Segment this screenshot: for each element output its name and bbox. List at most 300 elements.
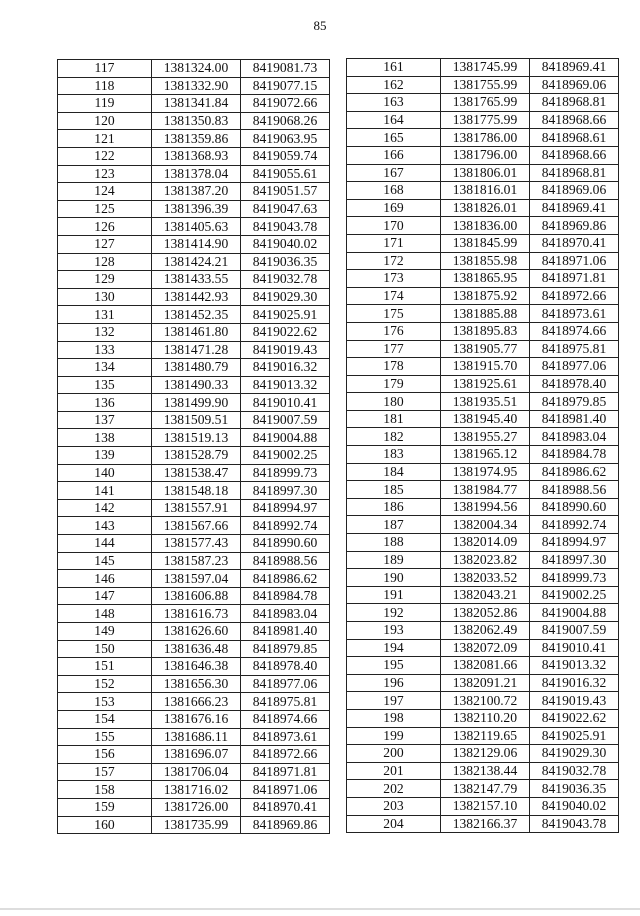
y-coordinate-cell: 8418979.85 — [530, 393, 619, 411]
point-number-cell: 180 — [347, 393, 441, 411]
table-row — [58, 499, 330, 517]
point-number-cell: 162 — [347, 76, 441, 94]
point-number-cell: 160 — [58, 816, 152, 834]
point-number-cell: 123 — [58, 165, 152, 183]
x-coordinate-cell: 1382100.72 — [441, 692, 530, 710]
point-number-cell: 159 — [58, 798, 152, 816]
point-number-cell: 143 — [58, 517, 152, 535]
x-coordinate-cell: 1382081.66 — [441, 657, 530, 675]
y-coordinate-cell: 8418972.66 — [530, 287, 619, 305]
table-row — [347, 305, 619, 323]
coordinates-table-right — [346, 58, 619, 833]
x-coordinate-cell: 1381845.99 — [441, 234, 530, 252]
point-number-cell: 192 — [347, 604, 441, 622]
x-coordinate-cell: 1381855.98 — [441, 252, 530, 270]
table-row — [347, 252, 619, 270]
table-row — [58, 306, 330, 324]
table-row — [347, 674, 619, 692]
y-coordinate-cell: 8418988.56 — [241, 552, 330, 570]
x-coordinate-cell: 1381676.16 — [152, 710, 241, 728]
y-coordinate-cell: 8418984.78 — [241, 587, 330, 605]
y-coordinate-cell: 8418974.66 — [241, 710, 330, 728]
point-number-cell: 176 — [347, 322, 441, 340]
table-row — [58, 359, 330, 377]
point-number-cell: 131 — [58, 306, 152, 324]
x-coordinate-cell: 1381616.73 — [152, 605, 241, 623]
page-bottom-edge — [0, 908, 640, 910]
x-coordinate-cell: 1382072.09 — [441, 639, 530, 657]
point-number-cell: 136 — [58, 394, 152, 412]
point-number-cell: 147 — [58, 587, 152, 605]
y-coordinate-cell: 8419029.30 — [530, 745, 619, 763]
y-coordinate-cell: 8419077.15 — [241, 77, 330, 95]
x-coordinate-cell: 1381499.90 — [152, 394, 241, 412]
table-row — [58, 658, 330, 676]
table-row — [347, 639, 619, 657]
y-coordinate-cell: 8418968.81 — [530, 164, 619, 182]
point-number-cell: 130 — [58, 288, 152, 306]
table-row — [58, 235, 330, 253]
table-row — [347, 76, 619, 94]
table-row — [347, 534, 619, 552]
y-coordinate-cell: 8418973.61 — [241, 728, 330, 746]
point-number-cell: 145 — [58, 552, 152, 570]
x-coordinate-cell: 1381538.47 — [152, 464, 241, 482]
y-coordinate-cell: 8418969.86 — [241, 816, 330, 834]
x-coordinate-cell: 1381646.38 — [152, 658, 241, 676]
table-row — [58, 200, 330, 218]
x-coordinate-cell: 1382004.34 — [441, 516, 530, 534]
y-coordinate-cell: 8419016.32 — [241, 359, 330, 377]
y-coordinate-cell: 8418986.62 — [241, 570, 330, 588]
table-row — [347, 604, 619, 622]
x-coordinate-cell: 1382062.49 — [441, 622, 530, 640]
table-row — [58, 447, 330, 465]
point-number-cell: 153 — [58, 693, 152, 711]
x-coordinate-cell: 1382033.52 — [441, 569, 530, 587]
point-number-cell: 169 — [347, 199, 441, 217]
x-coordinate-cell: 1381865.95 — [441, 270, 530, 288]
table-row — [347, 129, 619, 147]
x-coordinate-cell: 1381480.79 — [152, 359, 241, 377]
x-coordinate-cell: 1381341.84 — [152, 95, 241, 113]
point-number-cell: 191 — [347, 586, 441, 604]
x-coordinate-cell: 1381735.99 — [152, 816, 241, 834]
point-number-cell: 126 — [58, 218, 152, 236]
y-coordinate-cell: 8419025.91 — [530, 727, 619, 745]
y-coordinate-cell: 8418978.40 — [530, 375, 619, 393]
x-coordinate-cell: 1381885.88 — [441, 305, 530, 323]
y-coordinate-cell: 8419040.02 — [241, 235, 330, 253]
y-coordinate-cell: 8418977.06 — [530, 358, 619, 376]
table-row — [347, 111, 619, 129]
x-coordinate-cell: 1381490.33 — [152, 376, 241, 394]
table-row — [58, 816, 330, 834]
table-row — [347, 516, 619, 534]
y-coordinate-cell: 8418970.41 — [241, 798, 330, 816]
point-number-cell: 164 — [347, 111, 441, 129]
x-coordinate-cell: 1382110.20 — [441, 709, 530, 727]
y-coordinate-cell: 8419043.78 — [241, 218, 330, 236]
y-coordinate-cell: 8418992.74 — [530, 516, 619, 534]
x-coordinate-cell: 1381905.77 — [441, 340, 530, 358]
y-coordinate-cell: 8418969.41 — [530, 199, 619, 217]
table-row — [58, 710, 330, 728]
x-coordinate-cell: 1381332.90 — [152, 77, 241, 95]
table-row — [58, 482, 330, 500]
table-row — [347, 692, 619, 710]
x-coordinate-cell: 1381875.92 — [441, 287, 530, 305]
table-row — [58, 165, 330, 183]
y-coordinate-cell: 8419019.43 — [241, 341, 330, 359]
x-coordinate-cell: 1381816.01 — [441, 182, 530, 200]
y-coordinate-cell: 8419007.59 — [530, 622, 619, 640]
point-number-cell: 124 — [58, 183, 152, 201]
x-coordinate-cell: 1381567.66 — [152, 517, 241, 535]
table-row — [347, 428, 619, 446]
table-row — [58, 640, 330, 658]
point-number-cell: 121 — [58, 130, 152, 148]
y-coordinate-cell: 8418984.78 — [530, 446, 619, 464]
y-coordinate-cell: 8418974.66 — [530, 322, 619, 340]
x-coordinate-cell: 1381656.30 — [152, 675, 241, 693]
y-coordinate-cell: 8418999.73 — [530, 569, 619, 587]
x-coordinate-cell: 1382014.09 — [441, 534, 530, 552]
y-coordinate-cell: 8419013.32 — [530, 657, 619, 675]
point-number-cell: 177 — [347, 340, 441, 358]
x-coordinate-cell: 1381806.01 — [441, 164, 530, 182]
y-coordinate-cell: 8418992.74 — [241, 517, 330, 535]
y-coordinate-cell: 8418972.66 — [241, 746, 330, 764]
table-row — [58, 218, 330, 236]
y-coordinate-cell: 8418969.41 — [530, 59, 619, 77]
x-coordinate-cell: 1381826.01 — [441, 199, 530, 217]
table-row — [58, 798, 330, 816]
point-number-cell: 151 — [58, 658, 152, 676]
point-number-cell: 141 — [58, 482, 152, 500]
point-number-cell: 178 — [347, 358, 441, 376]
table-row — [347, 498, 619, 516]
y-coordinate-cell: 8418988.56 — [530, 481, 619, 499]
point-number-cell: 134 — [58, 359, 152, 377]
y-coordinate-cell: 8418970.41 — [530, 234, 619, 252]
x-coordinate-cell: 1381745.99 — [441, 59, 530, 77]
y-coordinate-cell: 8418969.06 — [530, 76, 619, 94]
point-number-cell: 146 — [58, 570, 152, 588]
table-row — [347, 780, 619, 798]
point-number-cell: 200 — [347, 745, 441, 763]
table-row — [58, 341, 330, 359]
y-coordinate-cell: 8418983.04 — [241, 605, 330, 623]
x-coordinate-cell: 1381775.99 — [441, 111, 530, 129]
point-number-cell: 196 — [347, 674, 441, 692]
point-number-cell: 139 — [58, 447, 152, 465]
table-row — [347, 586, 619, 604]
y-coordinate-cell: 8418971.06 — [241, 781, 330, 799]
point-number-cell: 140 — [58, 464, 152, 482]
table-row — [58, 429, 330, 447]
point-number-cell: 203 — [347, 797, 441, 815]
y-coordinate-cell: 8419043.78 — [530, 815, 619, 833]
table-row — [347, 569, 619, 587]
table-row — [58, 675, 330, 693]
y-coordinate-cell: 8418971.81 — [241, 763, 330, 781]
x-coordinate-cell: 1381765.99 — [441, 94, 530, 112]
x-coordinate-cell: 1381706.04 — [152, 763, 241, 781]
y-coordinate-cell: 8419010.41 — [241, 394, 330, 412]
table-row — [347, 164, 619, 182]
x-coordinate-cell: 1381519.13 — [152, 429, 241, 447]
point-number-cell: 181 — [347, 410, 441, 428]
table-row — [347, 94, 619, 112]
table-row — [58, 147, 330, 165]
x-coordinate-cell: 1381424.21 — [152, 253, 241, 271]
x-coordinate-cell: 1381324.00 — [152, 60, 241, 78]
point-number-cell: 128 — [58, 253, 152, 271]
y-coordinate-cell: 8418975.81 — [530, 340, 619, 358]
y-coordinate-cell: 8419013.32 — [241, 376, 330, 394]
y-coordinate-cell: 8418971.81 — [530, 270, 619, 288]
x-coordinate-cell: 1381955.27 — [441, 428, 530, 446]
table-row — [58, 394, 330, 412]
point-number-cell: 161 — [347, 59, 441, 77]
point-number-cell: 125 — [58, 200, 152, 218]
point-number-cell: 183 — [347, 446, 441, 464]
x-coordinate-cell: 1381359.86 — [152, 130, 241, 148]
point-number-cell: 186 — [347, 498, 441, 516]
point-number-cell: 198 — [347, 709, 441, 727]
y-coordinate-cell: 8419007.59 — [241, 411, 330, 429]
point-number-cell: 188 — [347, 534, 441, 552]
x-coordinate-cell: 1381935.51 — [441, 393, 530, 411]
table-row — [58, 271, 330, 289]
x-coordinate-cell: 1381577.43 — [152, 535, 241, 553]
point-number-cell: 118 — [58, 77, 152, 95]
point-number-cell: 171 — [347, 234, 441, 252]
table-row — [347, 410, 619, 428]
x-coordinate-cell: 1381452.35 — [152, 306, 241, 324]
x-coordinate-cell: 1381442.93 — [152, 288, 241, 306]
x-coordinate-cell: 1381606.88 — [152, 587, 241, 605]
point-number-cell: 152 — [58, 675, 152, 693]
y-coordinate-cell: 8418968.61 — [530, 129, 619, 147]
point-number-cell: 150 — [58, 640, 152, 658]
y-coordinate-cell: 8418969.86 — [530, 217, 619, 235]
point-number-cell: 148 — [58, 605, 152, 623]
y-coordinate-cell: 8418997.30 — [241, 482, 330, 500]
table-row — [347, 322, 619, 340]
table-row — [58, 130, 330, 148]
point-number-cell: 149 — [58, 623, 152, 641]
table-row — [58, 781, 330, 799]
y-coordinate-cell: 8418981.40 — [530, 410, 619, 428]
x-coordinate-cell: 1381726.00 — [152, 798, 241, 816]
x-coordinate-cell: 1382129.06 — [441, 745, 530, 763]
x-coordinate-cell: 1382166.37 — [441, 815, 530, 833]
point-number-cell: 189 — [347, 551, 441, 569]
y-coordinate-cell: 8418969.06 — [530, 182, 619, 200]
x-coordinate-cell: 1381965.12 — [441, 446, 530, 464]
point-number-cell: 155 — [58, 728, 152, 746]
x-coordinate-cell: 1381636.48 — [152, 640, 241, 658]
point-number-cell: 117 — [58, 60, 152, 78]
x-coordinate-cell: 1381557.91 — [152, 499, 241, 517]
y-coordinate-cell: 8418997.30 — [530, 551, 619, 569]
point-number-cell: 174 — [347, 287, 441, 305]
y-coordinate-cell: 8419063.95 — [241, 130, 330, 148]
point-number-cell: 165 — [347, 129, 441, 147]
table-row — [58, 112, 330, 130]
x-coordinate-cell: 1381796.00 — [441, 146, 530, 164]
x-coordinate-cell: 1381626.60 — [152, 623, 241, 641]
y-coordinate-cell: 8419010.41 — [530, 639, 619, 657]
x-coordinate-cell: 1381414.90 — [152, 235, 241, 253]
y-coordinate-cell: 8419036.35 — [241, 253, 330, 271]
point-number-cell: 199 — [347, 727, 441, 745]
y-coordinate-cell: 8419081.73 — [241, 60, 330, 78]
table-row — [347, 287, 619, 305]
x-coordinate-cell: 1381405.63 — [152, 218, 241, 236]
y-coordinate-cell: 8418968.66 — [530, 111, 619, 129]
point-number-cell: 158 — [58, 781, 152, 799]
x-coordinate-cell: 1381925.61 — [441, 375, 530, 393]
table-row — [347, 358, 619, 376]
y-coordinate-cell: 8419040.02 — [530, 797, 619, 815]
y-coordinate-cell: 8419022.62 — [530, 709, 619, 727]
point-number-cell: 190 — [347, 569, 441, 587]
x-coordinate-cell: 1381433.55 — [152, 271, 241, 289]
table-row — [58, 464, 330, 482]
point-number-cell: 173 — [347, 270, 441, 288]
x-coordinate-cell: 1381587.23 — [152, 552, 241, 570]
y-coordinate-cell: 8418994.97 — [241, 499, 330, 517]
y-coordinate-cell: 8419032.78 — [530, 762, 619, 780]
point-number-cell: 170 — [347, 217, 441, 235]
y-coordinate-cell: 8419002.25 — [530, 586, 619, 604]
y-coordinate-cell: 8418986.62 — [530, 463, 619, 481]
x-coordinate-cell: 1381974.95 — [441, 463, 530, 481]
x-coordinate-cell: 1381786.00 — [441, 129, 530, 147]
point-number-cell: 127 — [58, 235, 152, 253]
point-number-cell: 185 — [347, 481, 441, 499]
table-row — [347, 393, 619, 411]
x-coordinate-cell: 1382052.86 — [441, 604, 530, 622]
table-row — [58, 570, 330, 588]
table-row — [58, 77, 330, 95]
table-row — [58, 693, 330, 711]
y-coordinate-cell: 8418981.40 — [241, 623, 330, 641]
y-coordinate-cell: 8418994.97 — [530, 534, 619, 552]
point-number-cell: 120 — [58, 112, 152, 130]
table-row — [347, 217, 619, 235]
x-coordinate-cell: 1381836.00 — [441, 217, 530, 235]
x-coordinate-cell: 1381350.83 — [152, 112, 241, 130]
point-number-cell: 187 — [347, 516, 441, 534]
point-number-cell: 168 — [347, 182, 441, 200]
x-coordinate-cell: 1381387.20 — [152, 183, 241, 201]
table-row — [347, 340, 619, 358]
table-row — [347, 59, 619, 77]
y-coordinate-cell: 8418978.40 — [241, 658, 330, 676]
y-coordinate-cell: 8418971.06 — [530, 252, 619, 270]
y-coordinate-cell: 8418973.61 — [530, 305, 619, 323]
y-coordinate-cell: 8419047.63 — [241, 200, 330, 218]
x-coordinate-cell: 1381915.70 — [441, 358, 530, 376]
table-row — [347, 762, 619, 780]
table-row — [58, 623, 330, 641]
table-row — [347, 146, 619, 164]
y-coordinate-cell: 8419072.66 — [241, 95, 330, 113]
point-number-cell: 175 — [347, 305, 441, 323]
y-coordinate-cell: 8418968.66 — [530, 146, 619, 164]
y-coordinate-cell: 8418975.81 — [241, 693, 330, 711]
point-number-cell: 204 — [347, 815, 441, 833]
x-coordinate-cell: 1381548.18 — [152, 482, 241, 500]
point-number-cell: 119 — [58, 95, 152, 113]
x-coordinate-cell: 1381994.56 — [441, 498, 530, 516]
table-row — [58, 746, 330, 764]
table-row — [58, 411, 330, 429]
table-row — [58, 517, 330, 535]
y-coordinate-cell: 8418983.04 — [530, 428, 619, 446]
y-coordinate-cell: 8419004.88 — [241, 429, 330, 447]
x-coordinate-cell: 1381895.83 — [441, 322, 530, 340]
table-row — [347, 463, 619, 481]
table-row — [347, 481, 619, 499]
table-row — [58, 288, 330, 306]
x-coordinate-cell: 1381984.77 — [441, 481, 530, 499]
point-number-cell: 144 — [58, 535, 152, 553]
table-row — [58, 605, 330, 623]
table-row — [58, 552, 330, 570]
x-coordinate-cell: 1381461.80 — [152, 323, 241, 341]
x-coordinate-cell: 1382091.21 — [441, 674, 530, 692]
table-row — [58, 95, 330, 113]
x-coordinate-cell: 1382138.44 — [441, 762, 530, 780]
x-coordinate-cell: 1381945.40 — [441, 410, 530, 428]
point-number-cell: 137 — [58, 411, 152, 429]
x-coordinate-cell: 1381471.28 — [152, 341, 241, 359]
x-coordinate-cell: 1381716.02 — [152, 781, 241, 799]
table-row — [347, 551, 619, 569]
x-coordinate-cell: 1381696.07 — [152, 746, 241, 764]
y-coordinate-cell: 8419055.61 — [241, 165, 330, 183]
point-number-cell: 154 — [58, 710, 152, 728]
page-number: 85 — [313, 18, 327, 33]
y-coordinate-cell: 8419002.25 — [241, 447, 330, 465]
table-row — [347, 657, 619, 675]
y-coordinate-cell: 8419059.74 — [241, 147, 330, 165]
y-coordinate-cell: 8418990.60 — [530, 498, 619, 516]
x-coordinate-cell: 1382119.65 — [441, 727, 530, 745]
x-coordinate-cell: 1381509.51 — [152, 411, 241, 429]
y-coordinate-cell: 8418990.60 — [241, 535, 330, 553]
table-row — [347, 797, 619, 815]
table-row — [58, 323, 330, 341]
y-coordinate-cell: 8419025.91 — [241, 306, 330, 324]
x-coordinate-cell: 1381666.23 — [152, 693, 241, 711]
x-coordinate-cell: 1381368.93 — [152, 147, 241, 165]
y-coordinate-cell: 8419032.78 — [241, 271, 330, 289]
table-row — [347, 199, 619, 217]
point-number-cell: 197 — [347, 692, 441, 710]
y-coordinate-cell: 8419068.26 — [241, 112, 330, 130]
table-row — [347, 727, 619, 745]
point-number-cell: 193 — [347, 622, 441, 640]
y-coordinate-cell: 8419019.43 — [530, 692, 619, 710]
point-number-cell: 133 — [58, 341, 152, 359]
y-coordinate-cell: 8419051.57 — [241, 183, 330, 201]
